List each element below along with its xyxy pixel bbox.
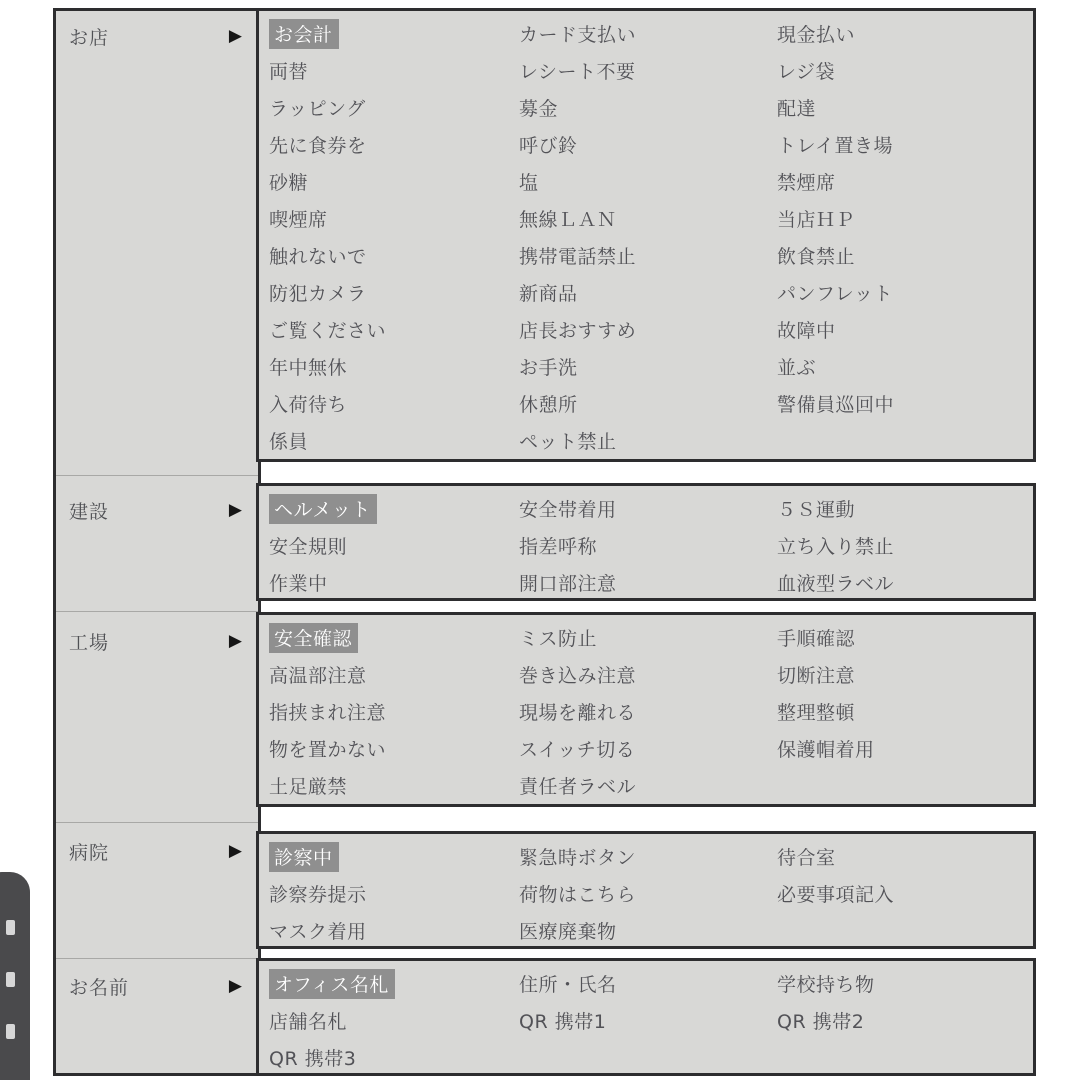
menu-item-label: オフィス名札 [269,969,395,999]
side-tab[interactable] [0,872,30,1080]
menu-item-label: 作業中 [269,573,328,595]
menu-item[interactable] [777,126,1033,163]
menu-item-label: 荷物はこちら [519,884,637,906]
menu-item-label: 配達 [777,98,817,120]
menu-item[interactable] [269,875,519,912]
menu-item[interactable] [519,875,777,912]
menu-item[interactable] [777,875,1033,912]
menu-item-label: 携帯電話禁止 [519,246,637,268]
category-label: 病院 [69,841,110,864]
menu-item[interactable] [777,619,1033,656]
menu-item[interactable] [777,274,1033,311]
menu-item[interactable] [519,237,777,274]
menu-item[interactable] [269,656,519,693]
menu-item-label: カード支払い [519,24,637,46]
category-row-shop[interactable] [69,23,242,49]
menu-item-label: QR 携帯2 [777,1011,865,1033]
menu-item-label: ５Ｓ運動 [777,499,856,521]
menu-item[interactable] [269,89,519,126]
menu-item[interactable] [519,912,777,949]
menu-item-label: 待合室 [777,847,836,869]
menu-item[interactable] [269,52,519,89]
menu-item[interactable] [269,730,519,767]
menu-item[interactable] [269,527,519,564]
menu-item-label: ご覧ください [269,320,387,342]
menu-item[interactable] [519,163,777,200]
menu-item-label: お会計 [269,19,339,49]
menu-item[interactable] [269,385,519,422]
menu-item-label: お手洗 [519,357,578,379]
menu-item[interactable] [519,730,777,767]
menu-item-label: 土足厳禁 [269,776,348,798]
menu-item-label: 塩 [519,172,539,194]
menu-item-label: 高温部注意 [269,665,367,687]
menu-item[interactable] [269,564,519,601]
menu-item[interactable] [519,490,777,527]
category-label: 工場 [69,631,110,654]
menu-item[interactable] [519,89,777,126]
menu-item-label: 安全帯着用 [519,499,617,521]
menu-item[interactable] [519,965,777,1002]
menu-item-label: 並ぶ [777,357,817,379]
menu-item-selected[interactable] [269,838,519,875]
menu-item-label: 巻き込み注意 [519,665,637,687]
arrow-right-icon: ▶ [228,975,242,996]
menu-item-label: 医療廃棄物 [519,921,617,943]
menu-item[interactable] [269,1039,519,1076]
menu-item[interactable] [777,52,1033,89]
menu-item[interactable] [777,163,1033,200]
menu-item[interactable] [519,385,777,422]
menu-item[interactable] [777,89,1033,126]
menu-item[interactable] [269,311,519,348]
menu-item-label: 喫煙席 [269,209,328,231]
menu-item-label: 手順確認 [777,628,856,650]
menu-item-label: 血液型ラベル [777,573,895,595]
menu-item-label: 立ち入り禁止 [777,536,895,558]
side-tab-glyph [6,1024,15,1039]
submenu-group-shop [256,8,1036,462]
menu-item-label: 先に食券を [269,135,367,157]
menu-item[interactable] [519,619,777,656]
menu-item[interactable] [269,1002,519,1039]
menu-item-selected[interactable] [269,15,519,52]
menu-item-label: マスク着用 [269,921,367,943]
category-row-name[interactable] [69,973,242,999]
menu-item-label: ミス防止 [519,628,598,650]
menu-item-label: ヘルメット [269,494,377,524]
menu-item-label: 住所・氏名 [519,974,617,996]
category-label: お店 [69,26,110,49]
side-tab-glyph [6,972,15,987]
menu-item-label: 店舗名札 [269,1011,348,1033]
submenu-group-name [256,958,1036,1076]
menu-item-label: 飲食禁止 [777,246,856,268]
category-label: お名前 [69,976,130,999]
arrow-right-icon: ▶ [228,630,242,651]
menu-item[interactable] [519,274,777,311]
menu-item-label: 緊急時ボタン [519,847,637,869]
menu-item-selected[interactable] [269,490,519,527]
menu-item-label: 指差呼称 [519,536,598,558]
submenu-group-hospital [256,831,1036,949]
menu-item-label: 年中無休 [269,357,348,379]
menu-item-label: 呼び鈴 [519,135,578,157]
menu-item-label: 故障中 [777,320,836,342]
menu-item-selected[interactable] [269,965,519,1002]
category-row-construction[interactable] [69,497,242,523]
menu-item[interactable] [519,311,777,348]
menu-item[interactable] [777,730,1033,767]
menu-item[interactable] [519,15,777,52]
menu-item[interactable] [269,126,519,163]
menu-item[interactable] [519,200,777,237]
menu-item[interactable] [269,274,519,311]
menu-item[interactable] [777,200,1033,237]
menu-item-label: 安全規則 [269,536,348,558]
menu-item[interactable] [777,656,1033,693]
menu-item-label: 開口部注意 [519,573,617,595]
arrow-right-icon: ▶ [228,840,242,861]
section-divider [56,475,258,476]
menu-item-label: ペット禁止 [519,431,617,453]
menu-item[interactable] [519,527,777,564]
menu-item[interactable] [777,693,1033,730]
menu-item[interactable] [269,767,519,804]
menu-item-label: 両替 [269,61,309,83]
menu-item-label: 係員 [269,431,309,453]
menu-item[interactable] [519,767,777,804]
menu-item-label: 物を置かない [269,739,387,761]
menu-item[interactable] [777,527,1033,564]
menu-item-label: 触れないで [269,246,367,268]
menu-item[interactable] [777,385,1033,422]
menu-item[interactable] [777,564,1033,601]
side-tab-glyph [6,920,15,935]
menu-item-label: 当店ＨＰ [777,209,856,231]
menu-item[interactable] [519,1002,777,1039]
section-divider [56,822,258,823]
menu-item[interactable] [269,163,519,200]
menu-item-label: 募金 [519,98,559,120]
menu-item[interactable] [519,348,777,385]
menu-item-label: 砂糖 [269,172,309,194]
menu-item-selected[interactable] [269,619,519,656]
menu-item-label: 現金払い [777,24,856,46]
section-divider [56,611,258,612]
menu-item-label: ラッピング [269,98,366,120]
menu-item[interactable] [777,838,1033,875]
menu-item-label: 入荷待ち [269,394,348,416]
menu-item[interactable] [269,693,519,730]
menu-item-label: 必要事項記入 [777,884,895,906]
menu-item-label: 責任者ラベル [519,776,637,798]
menu-item-label: 現場を離れる [519,702,637,724]
menu-item[interactable] [519,422,777,459]
menu-item-label: スイッチ切る [519,739,636,761]
menu-item-label: 休憩所 [519,394,578,416]
menu-item[interactable] [777,965,1033,1002]
menu-item-label: 禁煙席 [777,172,836,194]
menu-item[interactable] [269,912,519,949]
menu-item[interactable] [269,348,519,385]
menu-item[interactable] [777,311,1033,348]
menu-item[interactable] [519,693,777,730]
menu-item[interactable] [519,126,777,163]
menu-item[interactable] [777,15,1033,52]
menu-item-label: 診察中 [269,842,339,872]
menu-item-label: 安全確認 [269,623,358,653]
submenu-group-construction [256,483,1036,601]
menu-item-label: 保護帽着用 [777,739,875,761]
menu-item-label: 学校持ち物 [777,974,875,996]
menu-item[interactable] [777,348,1033,385]
category-label: 建設 [69,500,110,523]
menu-item[interactable] [777,490,1033,527]
menu-item-label: 切断注意 [777,665,856,687]
menu-item-label: 無線ＬＡＮ [519,209,617,231]
menu-item-label: 店長おすすめ [519,320,637,342]
menu-item[interactable] [269,422,519,459]
arrow-right-icon: ▶ [228,499,242,520]
menu-item-label: トレイ置き場 [777,135,894,157]
menu-item-label: QR 携帯3 [269,1048,357,1070]
menu-item-label: 防犯カメラ [269,283,367,305]
section-divider [56,958,258,959]
category-row-factory[interactable] [69,628,242,654]
menu-item-label: 警備員巡回中 [777,394,895,416]
submenu-group-factory [256,612,1036,807]
menu-item-label: 新商品 [519,283,578,305]
menu-item-label: 指挟まれ注意 [269,702,387,724]
menu-item-label: レシート不要 [519,61,636,83]
menu-item-label: レジ袋 [777,61,836,83]
menu-item-label: パンフレット [777,283,894,305]
menu-item[interactable] [519,52,777,89]
menu-item[interactable] [519,838,777,875]
menu-item-label: QR 携帯1 [519,1011,607,1033]
menu-item[interactable] [269,237,519,274]
menu-item-label: 整理整頓 [777,702,856,724]
menu-item[interactable] [519,564,777,601]
category-row-hospital[interactable] [69,838,242,864]
menu-item-label: 診察券提示 [269,884,367,906]
menu-item[interactable] [269,200,519,237]
menu-item[interactable] [777,237,1033,274]
menu-item[interactable] [519,656,777,693]
menu-item[interactable] [777,1002,1033,1039]
category-column [53,8,261,1076]
arrow-right-icon: ▶ [228,25,242,46]
